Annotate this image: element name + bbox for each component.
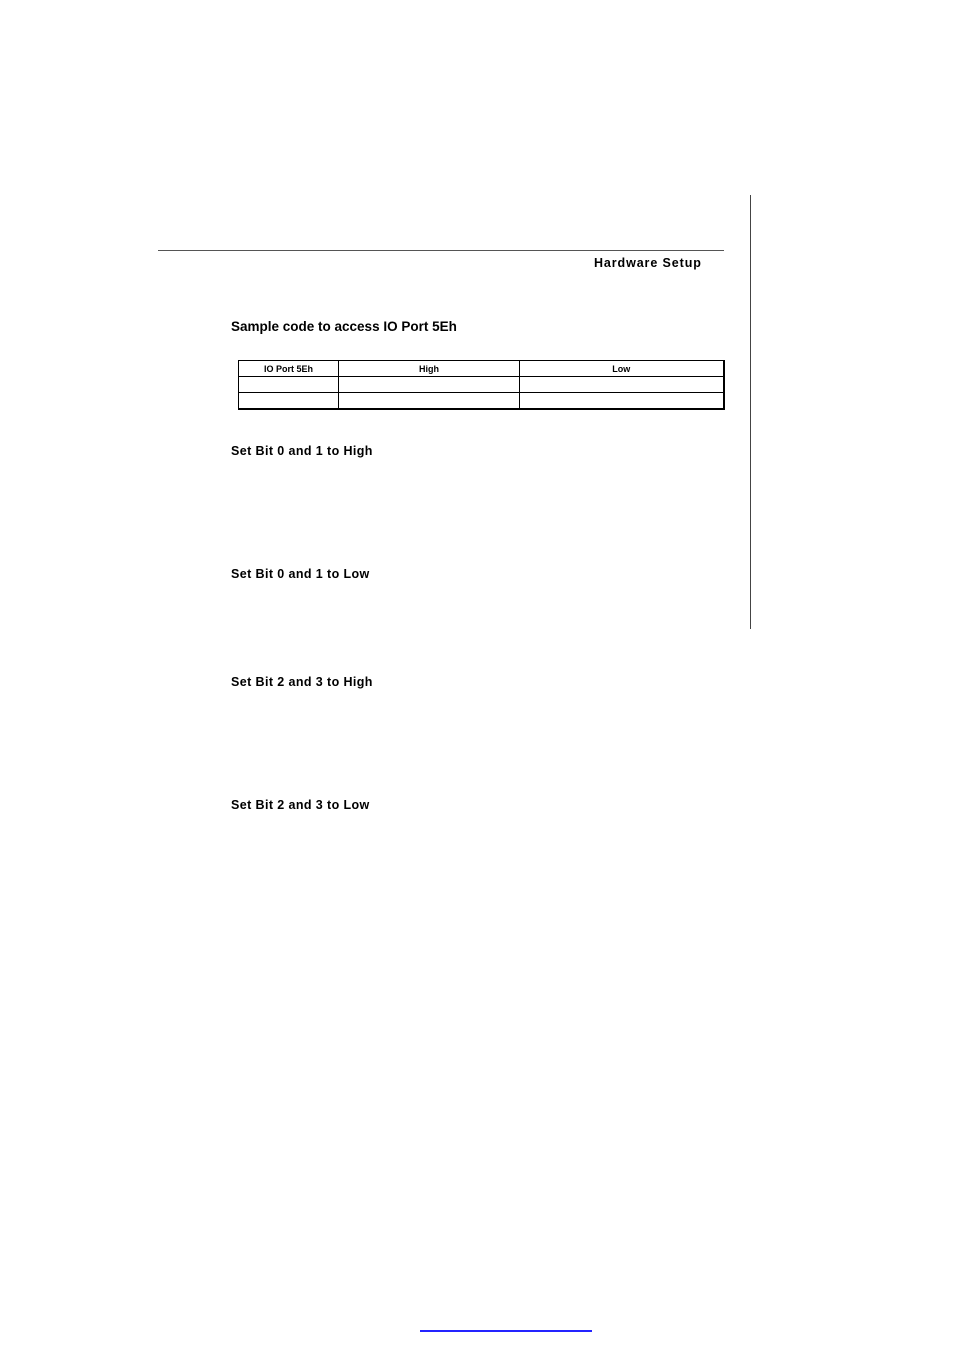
running-header-title: Hardware Setup [594, 256, 702, 270]
section-title: Sample code to access IO Port 5Eh [231, 319, 457, 334]
margin-divider [750, 195, 751, 629]
table-header-cell: IO Port 5Eh [239, 361, 339, 377]
table-header-cell: High [339, 361, 520, 377]
table-cell [339, 393, 520, 410]
footer-link[interactable] [420, 1330, 592, 1332]
table-row [239, 393, 724, 410]
table-cell [339, 377, 520, 393]
table-cell [239, 393, 339, 410]
table-header-row [239, 361, 724, 377]
table-row [239, 377, 724, 393]
io-port-table [238, 360, 725, 410]
header-divider [158, 250, 724, 251]
table-cell [520, 393, 724, 410]
step-heading-bits-2-3-high: Set Bit 2 and 3 to High [231, 675, 373, 689]
step-heading-bits-0-1-high: Set Bit 0 and 1 to High [231, 444, 373, 458]
table-header-cell: Low [520, 361, 724, 377]
table-cell [239, 377, 339, 393]
step-heading-bits-0-1-low: Set Bit 0 and 1 to Low [231, 567, 370, 581]
step-heading-bits-2-3-low: Set Bit 2 and 3 to Low [231, 798, 370, 812]
table-cell [520, 377, 724, 393]
